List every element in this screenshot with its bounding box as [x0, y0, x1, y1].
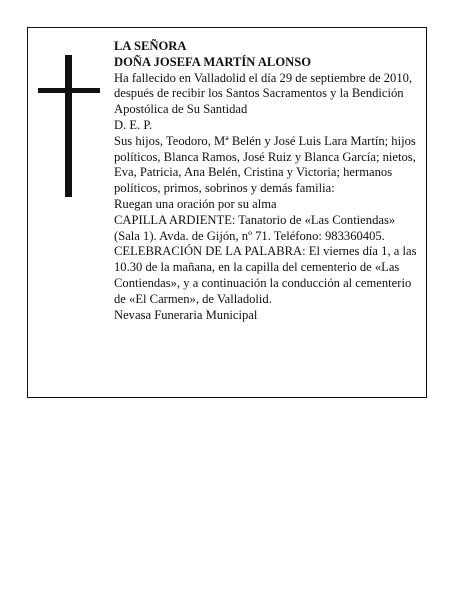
cross-icon: [38, 55, 100, 197]
funeral-home: Nevasa Funeraria Municipal: [114, 307, 258, 322]
rip-line: D. E. P.: [114, 117, 153, 132]
family-list: Sus hijos, Teodoro, Mª Belén y José Luis Lara Martín; hijos políticos, Blanca Ramos, José Ruiz y Blanca García; nietos, Eva, Patricia, Ana Belén, Cristina y Victoria; hermanos políticos, primos, sobrinos y demás familia:: [114, 133, 416, 196]
notice-title: LA SEÑORA: [114, 39, 187, 53]
obituary-text: [114, 39, 424, 323]
cross-vertical-bar: [65, 55, 72, 197]
death-announcement: Ha fallecido en Valladolid el día 29 de septiembre de 2010, después de recibir los Santos Sacramentos y la Bendición Apostólica de Su Santidad: [114, 70, 413, 117]
prayer-request: Ruegan una oración por su alma: [114, 196, 277, 211]
cross-horizontal-bar: [38, 88, 100, 93]
deceased-name: DOÑA JOSEFA MARTÍN ALONSO: [114, 54, 312, 69]
ceremony-info: CELEBRACIÓN DE LA PALABRA: El viernes día 1, a las 10.30 de la mañana, en la capilla del cementerio de «Las Contiendas», y a continuación la conducción al cementerio de «El Carmen», de Valladolid.: [114, 244, 417, 306]
chapel-info: CAPILLA ARDIENTE: Tanatorio de «Las Contiendas» (Sala 1). Avda. de Gijón, nº 71. Teléfono: 983360405.: [114, 212, 396, 243]
